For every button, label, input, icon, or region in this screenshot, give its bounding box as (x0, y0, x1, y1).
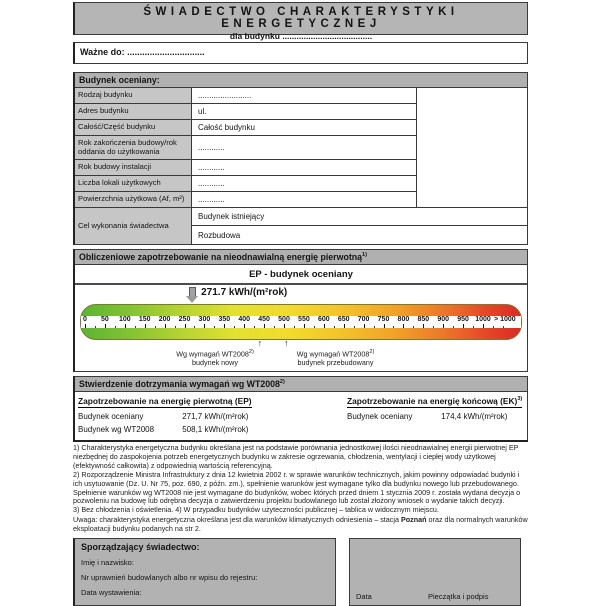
scale-tick-label: 650 (337, 316, 350, 323)
row-label-purpose: Cel wykonania świadectwa (75, 208, 192, 244)
scale-tick-major (463, 324, 464, 328)
issuer-date-field: Data wystawienia: (81, 588, 142, 598)
row-value-units-count: ............ (192, 176, 417, 192)
ep-scale-strip (81, 316, 521, 328)
ek-row-value: 174,4 kWh/(m²rok) (441, 412, 508, 421)
ek-header-text: Zapotrzebowanie na energię końcową (EK) (347, 396, 518, 406)
compliance-header-sup: 2) (279, 379, 285, 386)
ep-demand-row-building (78, 412, 252, 421)
scale-tick-minor (95, 326, 96, 328)
ep-pointer-value: 271.7 kWh/(m²rok) (201, 287, 288, 298)
scale-tick-major (403, 324, 404, 328)
ep-row-label: Budynek wg WT2008 (78, 425, 155, 434)
scale-tick-minor (473, 326, 474, 328)
page-title: ŚWIADECTWO CHARAKTERYSTYKI ENERGETYCZNEJ (143, 6, 459, 30)
building-section-header: Budynek oceniany: (75, 73, 527, 88)
scale-tick-minor (493, 326, 494, 328)
row-label-whole-part: Całość/Część budynku (75, 120, 192, 136)
note-prefix: Uwaga: charakterystyka energetyczna określana jest dla warunków klimatycznych odniesienia – stacja (73, 515, 401, 525)
scale-tick-minor (433, 326, 434, 328)
title-band (73, 2, 528, 41)
footnotes-block (73, 440, 528, 534)
page-subtitle: dla budynku ...................................... (229, 31, 373, 41)
ek-header-sup: 3) (517, 396, 523, 403)
compliance-section (73, 376, 528, 440)
ep-section (73, 249, 528, 372)
ek-demand-row-building (347, 412, 522, 421)
table-empty-cell (417, 88, 527, 208)
building-table (75, 88, 527, 244)
scale-tick-major (344, 324, 345, 328)
scale-tick-major (244, 324, 245, 328)
wt2008-rebuilt-line2: budynek przebudowany (297, 357, 374, 367)
ek-demand-column (347, 396, 522, 421)
row-value-installation-year: ............ (192, 160, 417, 176)
scale-tick-minor (393, 326, 394, 328)
wt2008-rebuilt-building-label (253, 348, 418, 367)
scale-tick-label: 200 (158, 316, 171, 323)
row-label-completion-year: Rok zakończenia budowy/rok oddania do użytkowania (75, 136, 192, 160)
footnote-2: 2) Rozporządzenie Ministra Infrastruktury z dnia 12 kwietnia 2002 r. w sprawie warunków technicznych, jakim powinny odpowiadać budynki i ich usytuowanie (Dz. U. Nr 75, poz. 690, z późn. zm.), spełnienie warunków jest wymagane tylko dla budynku nowego lub przebudowanego. Spełnienie warunków wg WT2008 nie jest wymagane do budynków, wobec których przed dniem 1 stycznia 2009 r. została wydana decyzja o pozwoleniu na budowę lub odrębna decyzja o zatwierdzeniu projektu budowlanego lub został złożony wniosek o wydanie takich decyzji. (73, 469, 521, 506)
note-station: Poznań (401, 515, 427, 525)
ek-row-label: Budynek oceniany (347, 412, 413, 421)
scale-tick-minor (334, 326, 335, 328)
wt2008-marker-arrow: ↑ (257, 338, 263, 348)
row-value-address: ul. (192, 104, 417, 120)
scale-tick-label: 700 (357, 316, 370, 323)
ep-down-arrow-head (186, 296, 198, 303)
scale-tick-major (204, 324, 205, 328)
valid-until-label: Ważne do: ............................... (80, 47, 205, 57)
issuer-name-field: Imię i nazwisko: (81, 558, 134, 568)
row-value-purpose-2: Rozbudowa (192, 226, 527, 244)
scale-tick-major (264, 324, 265, 328)
compliance-section-header (75, 377, 527, 392)
scale-tick-label: 850 (417, 316, 430, 323)
scale-tick-label: 750 (377, 316, 390, 323)
scale-tick-label: 300 (198, 316, 211, 323)
scale-tick-minor (214, 326, 215, 328)
scale-tick-minor (374, 326, 375, 328)
scale-tick-minor (155, 326, 156, 328)
wt2008-rebuilt-line1: Wg wymagań WT2008 (296, 349, 370, 359)
row-value-purpose-1: Budynek istniejący (192, 208, 527, 226)
issuer-box (73, 538, 336, 606)
scale-tick-label: 350 (218, 316, 231, 323)
scale-tick-minor (194, 326, 195, 328)
scale-tick-major (364, 324, 365, 328)
row-value-whole-part: Całość budynku (192, 120, 417, 136)
scale-tick-label: 1000 (475, 316, 491, 323)
valid-until-box (73, 42, 528, 64)
footnote-1: 1) Charakterystyka energetyczna budynku określana jest na podstawie porównania jednostkowej ilości nieodnawialnej energii pierwotnej EP niezbędnej do zaspokojenia potrzeb energetycznych budynku w zakresie ogrzewania, chłodzenia, wentylacji i ciepłej wody użytkowej (efektywność całkowita) z odpowiednią wartością referencyjną. (73, 443, 519, 470)
signature-date-label: Data (356, 592, 372, 602)
scale-tick-label: 450 (258, 316, 270, 323)
ep-demand-header: Zapotrzebowanie na energię pierwotną (EP) (78, 396, 252, 406)
scale-tick-major (284, 324, 285, 328)
scale-tick-label: 400 (238, 316, 251, 323)
ep-section-header (75, 250, 527, 265)
row-label-installation-year: Rok budowy instalacji (75, 160, 192, 176)
ep-demand-row-wt2008 (78, 425, 252, 434)
scale-tick-label: > 1000 (494, 316, 516, 323)
scale-tick-label: 550 (298, 316, 310, 323)
footnote-note (73, 516, 528, 534)
scale-tick-major (224, 324, 225, 328)
scale-tick-major (125, 324, 126, 328)
signature-box (349, 538, 521, 606)
scale-tick-major (145, 324, 146, 328)
signature-stamp-label: Pieczątka i podpis (428, 592, 489, 602)
scale-tick-major (384, 324, 385, 328)
issuer-license-field: Nr uprawnień budowlanych albo nr wpisu do rejestru: (81, 573, 258, 583)
ep-section-header-sup: 1) (362, 252, 367, 259)
scale-tick-major (85, 324, 86, 328)
ep-row-value: 508,1 kWh/(m²rok) (182, 425, 249, 434)
wt2008-new-line2: budynek nowy (192, 357, 238, 367)
footnote-3: 3) Bez chłodzenia i oświetlenia. 4) W przypadku budynków użyteczności publicznej – tablica w widocznym miejscu. (73, 505, 439, 515)
ep-section-header-text: Obliczeniowe zapotrzebowanie na nieodnawialną energię pierwotną (79, 252, 363, 262)
scale-tick-minor (413, 326, 414, 328)
scale-tick-major (324, 324, 325, 328)
ek-demand-header (347, 396, 522, 408)
row-label-units-count: Liczba lokali użytkowych (75, 176, 192, 192)
compliance-columns (75, 392, 527, 440)
scale-tick-label: 150 (138, 316, 151, 323)
scale-tick-minor (503, 326, 504, 328)
ep-scale-bar (80, 304, 522, 340)
wt2008-marker-arrow: ↑ (283, 338, 289, 348)
scale-tick-label: 250 (178, 316, 191, 323)
scale-tick-label: 950 (457, 316, 469, 323)
scale-tick-major (483, 324, 484, 328)
scale-tick-label: 600 (317, 316, 330, 323)
scale-tick-minor (354, 326, 355, 328)
row-label-building-type: Rodzaj budynku (75, 88, 192, 104)
scale-tick-label: 50 (100, 316, 109, 323)
scale-tick-major (304, 324, 305, 328)
scale-tick-major (185, 324, 186, 328)
row-value-completion-year: ............ (192, 136, 417, 160)
ep-down-arrow-shaft (189, 287, 196, 296)
wt2008-new-line1: Wg wymagań WT2008 (176, 349, 249, 359)
scale-tick-label: 500 (278, 316, 290, 323)
scale-tick-minor (254, 326, 255, 328)
scale-tick-label: 100 (118, 316, 131, 323)
scale-tick-major (165, 324, 166, 328)
issuer-header: Sporządzający świadectwo: (81, 542, 200, 553)
wt2008-new-sup: 2) (248, 349, 254, 355)
scale-tick-minor (314, 326, 315, 328)
scale-tick-label: 800 (397, 316, 410, 323)
scale-tick-minor (115, 326, 116, 328)
scale-tick-minor (453, 326, 454, 328)
scale-tick-major (443, 324, 444, 328)
compliance-header-text: Stwierdzenie dotrzymania wymagań wg WT2008 (79, 379, 280, 389)
scale-tick-minor (294, 326, 295, 328)
bottom-row (73, 538, 528, 606)
scale-tick-minor (135, 326, 136, 328)
scale-tick-label: 900 (437, 316, 450, 323)
certificate-page (73, 2, 528, 606)
scale-tick-label: 0 (83, 316, 87, 323)
scale-tick-minor (234, 326, 235, 328)
wt2008-rebuilt-sup: 2) (369, 349, 375, 355)
ep-down-arrow-icon (186, 287, 198, 303)
scale-tick-minor (175, 326, 176, 328)
row-label-address: Adres budynku (75, 104, 192, 120)
row-label-usable-area: Powierzchnia użytkowa (Af, m²) (75, 192, 192, 208)
note-suffix: oraz dla normalnych warunków eksploatacji budynku podanych na str 2. (73, 515, 528, 534)
row-value-building-type: ........................ (192, 88, 417, 104)
wt-markers-row (75, 340, 527, 371)
ep-row-label: Budynek oceniany (78, 412, 144, 421)
ep-row-value: 271,7 kWh/(m²rok) (182, 412, 249, 421)
ep-demand-column (78, 396, 252, 434)
scale-tick-minor (274, 326, 275, 328)
chart-title: EP - budynek oceniany (75, 265, 527, 285)
scale-tick-major (105, 324, 106, 328)
ep-pointer-row (75, 285, 527, 304)
scale-tick-major (423, 324, 424, 328)
building-section (73, 72, 528, 245)
row-value-usable-area: ............ (192, 192, 417, 208)
